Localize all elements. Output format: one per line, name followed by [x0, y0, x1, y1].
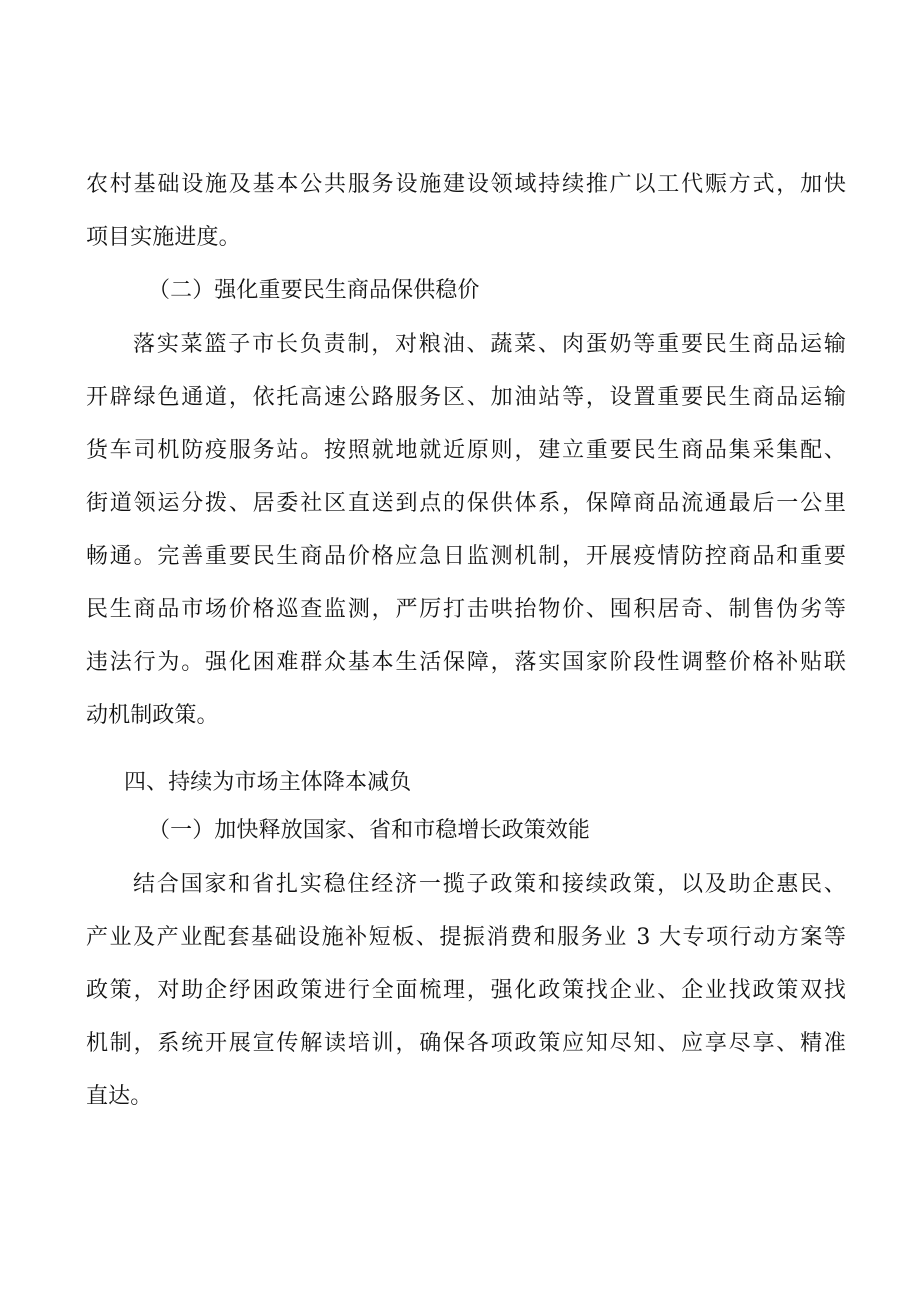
paragraph-line: 违法行为。强化困难群众基本生活保障，落实国家阶段性调整价格补贴联: [86, 650, 846, 675]
paragraph-line: 直达。: [86, 1084, 153, 1109]
subsection-heading: （二）强化重要民生商品保供稳价: [148, 278, 480, 303]
paragraph-line: 落实菜篮子市长负责制，对粮油、蔬菜、肉蛋奶等重要民生商品运输: [133, 332, 846, 357]
paragraph-line: 项目实施进度。: [86, 225, 241, 250]
paragraph-line: 政策，对助企纾困政策进行全面梳理，强化政策找企业、企业找政策双找: [86, 978, 846, 1003]
paragraph-line: 畅通。完善重要民生商品价格应急日监测机制，开展疫情防控商品和重要: [86, 544, 846, 569]
subsection-heading: （一）加快释放国家、省和市稳增长政策效能: [148, 818, 591, 843]
paragraph-line: 产业及产业配套基础设施补短板、提振消费和服务业 3 大专项行动方案等: [86, 925, 846, 950]
paragraph-line: 货车司机防疫服务站。按照就地就近原则，建立重要民生商品集采集配、: [86, 438, 846, 463]
section-heading: 四、持续为市场主体降本减负: [124, 770, 412, 795]
paragraph-line: 结合国家和省扎实稳住经济一揽子政策和接续政策，以及助企惠民、: [133, 872, 846, 897]
paragraph-line: 开辟绿色通道，依托高速公路服务区、加油站等，设置重要民生商品运输: [86, 385, 846, 410]
paragraph-line: 农村基础设施及基本公共服务设施建设领域持续推广以工代赈方式，加快: [86, 172, 846, 197]
paragraph-line: 动机制政策。: [86, 703, 219, 728]
paragraph-line: 街道领运分拨、居委社区直送到点的保供体系，保障商品流通最后一公里: [86, 491, 846, 516]
paragraph-line: 机制，系统开展宣传解读培训，确保各项政策应知尽知、应享尽享、精准: [86, 1031, 846, 1056]
paragraph-line: 民生商品市场价格巡查监测，严厉打击哄抬物价、囤积居奇、制售伪劣等: [86, 597, 846, 622]
